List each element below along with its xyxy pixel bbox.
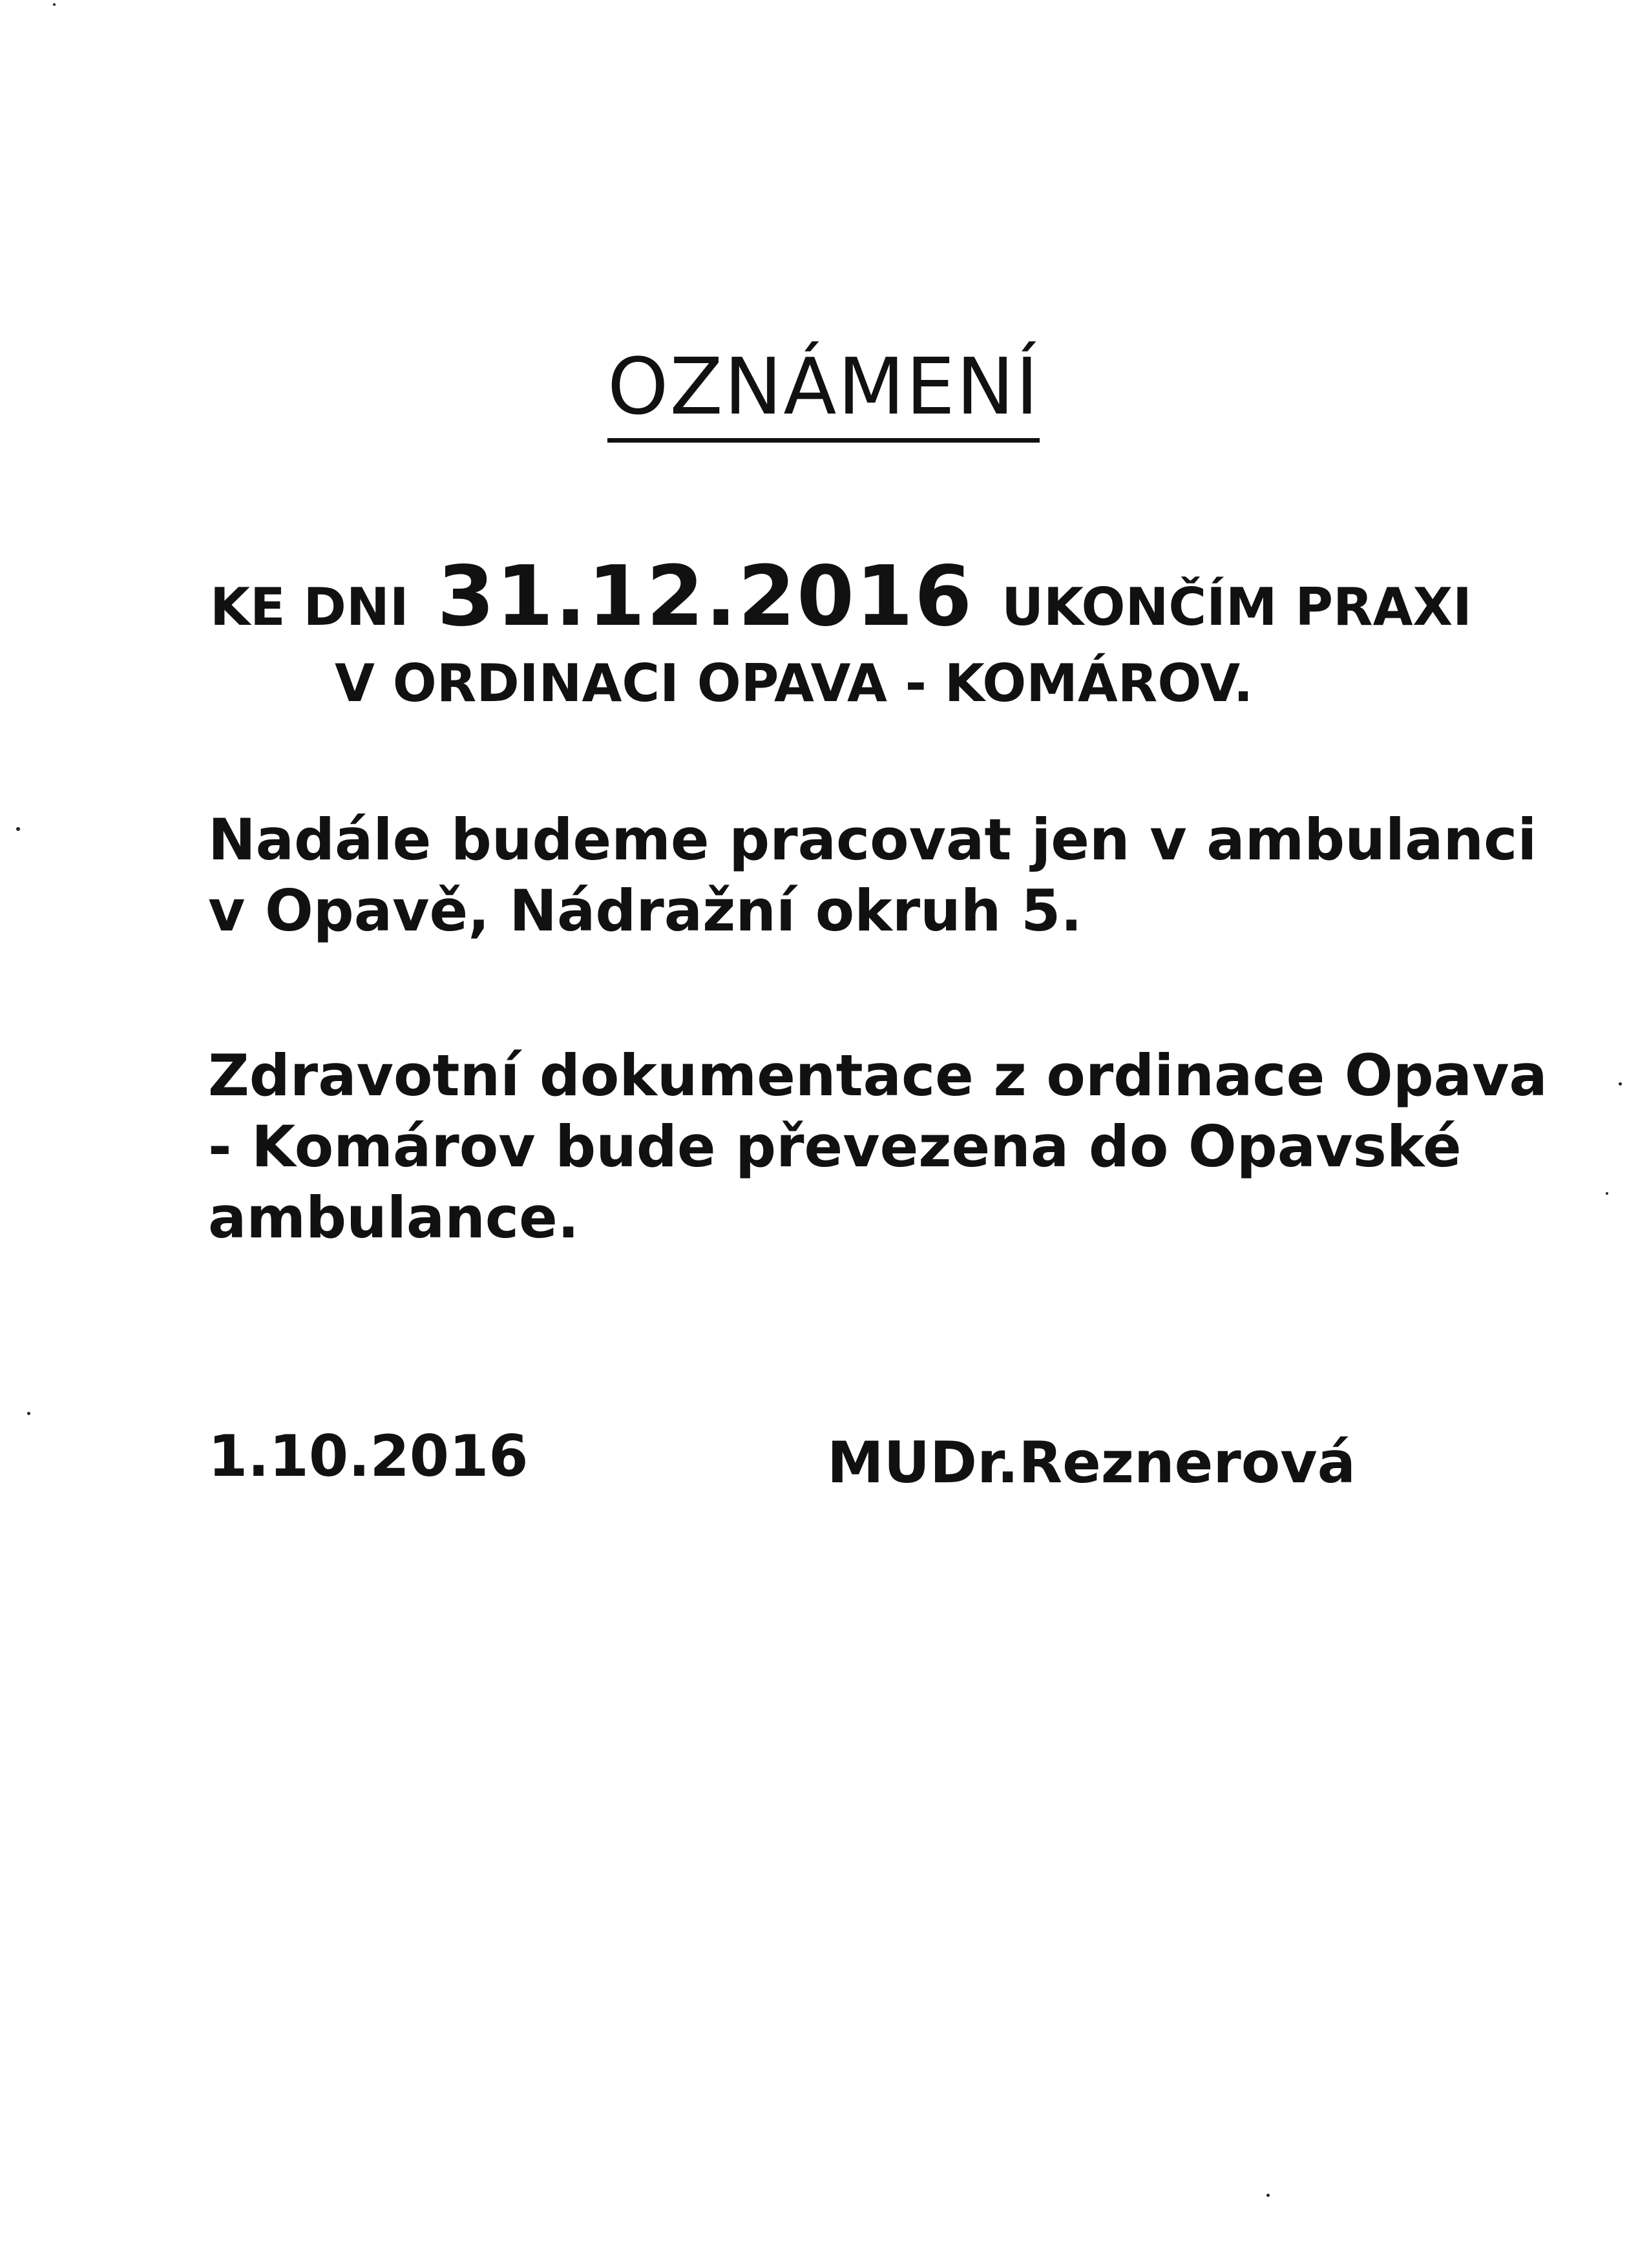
scan-speck (1606, 1192, 1608, 1195)
paragraph-new-location (208, 804, 1537, 947)
closing-date-line (210, 549, 1472, 645)
closing-date-prefix: KE DNI (210, 577, 409, 637)
paragraph-line: v Opavě, Nádražní okruh 5. (208, 877, 1082, 944)
notice-date: 1.10.2016 (208, 1423, 529, 1489)
scan-speck (27, 1412, 30, 1415)
closing-date-suffix: UKONČÍM PRAXI (1002, 577, 1472, 637)
scan-speck (1619, 1082, 1622, 1086)
signature: MUDr.Reznerová (827, 1429, 1356, 1496)
paragraph-documentation (208, 1040, 1548, 1254)
paragraph-line: - Komárov bude převezena do Opavské (208, 1113, 1462, 1180)
paragraph-line: Nadále budeme pracovat jen v ambulanci (208, 806, 1537, 873)
paragraph-line: ambulance. (208, 1184, 580, 1251)
closing-date: 31.12.2016 (437, 549, 974, 645)
notice-title: OZNÁMENÍ (607, 349, 1040, 443)
scan-speck (16, 827, 20, 831)
scan-speck (53, 3, 56, 6)
scan-speck (1266, 2194, 1270, 2197)
paragraph-line: Zdravotní dokumentace z ordinace Opava (208, 1042, 1548, 1109)
ordinace-line: V ORDINACI OPAVA - KOMÁROV. (335, 653, 1254, 713)
